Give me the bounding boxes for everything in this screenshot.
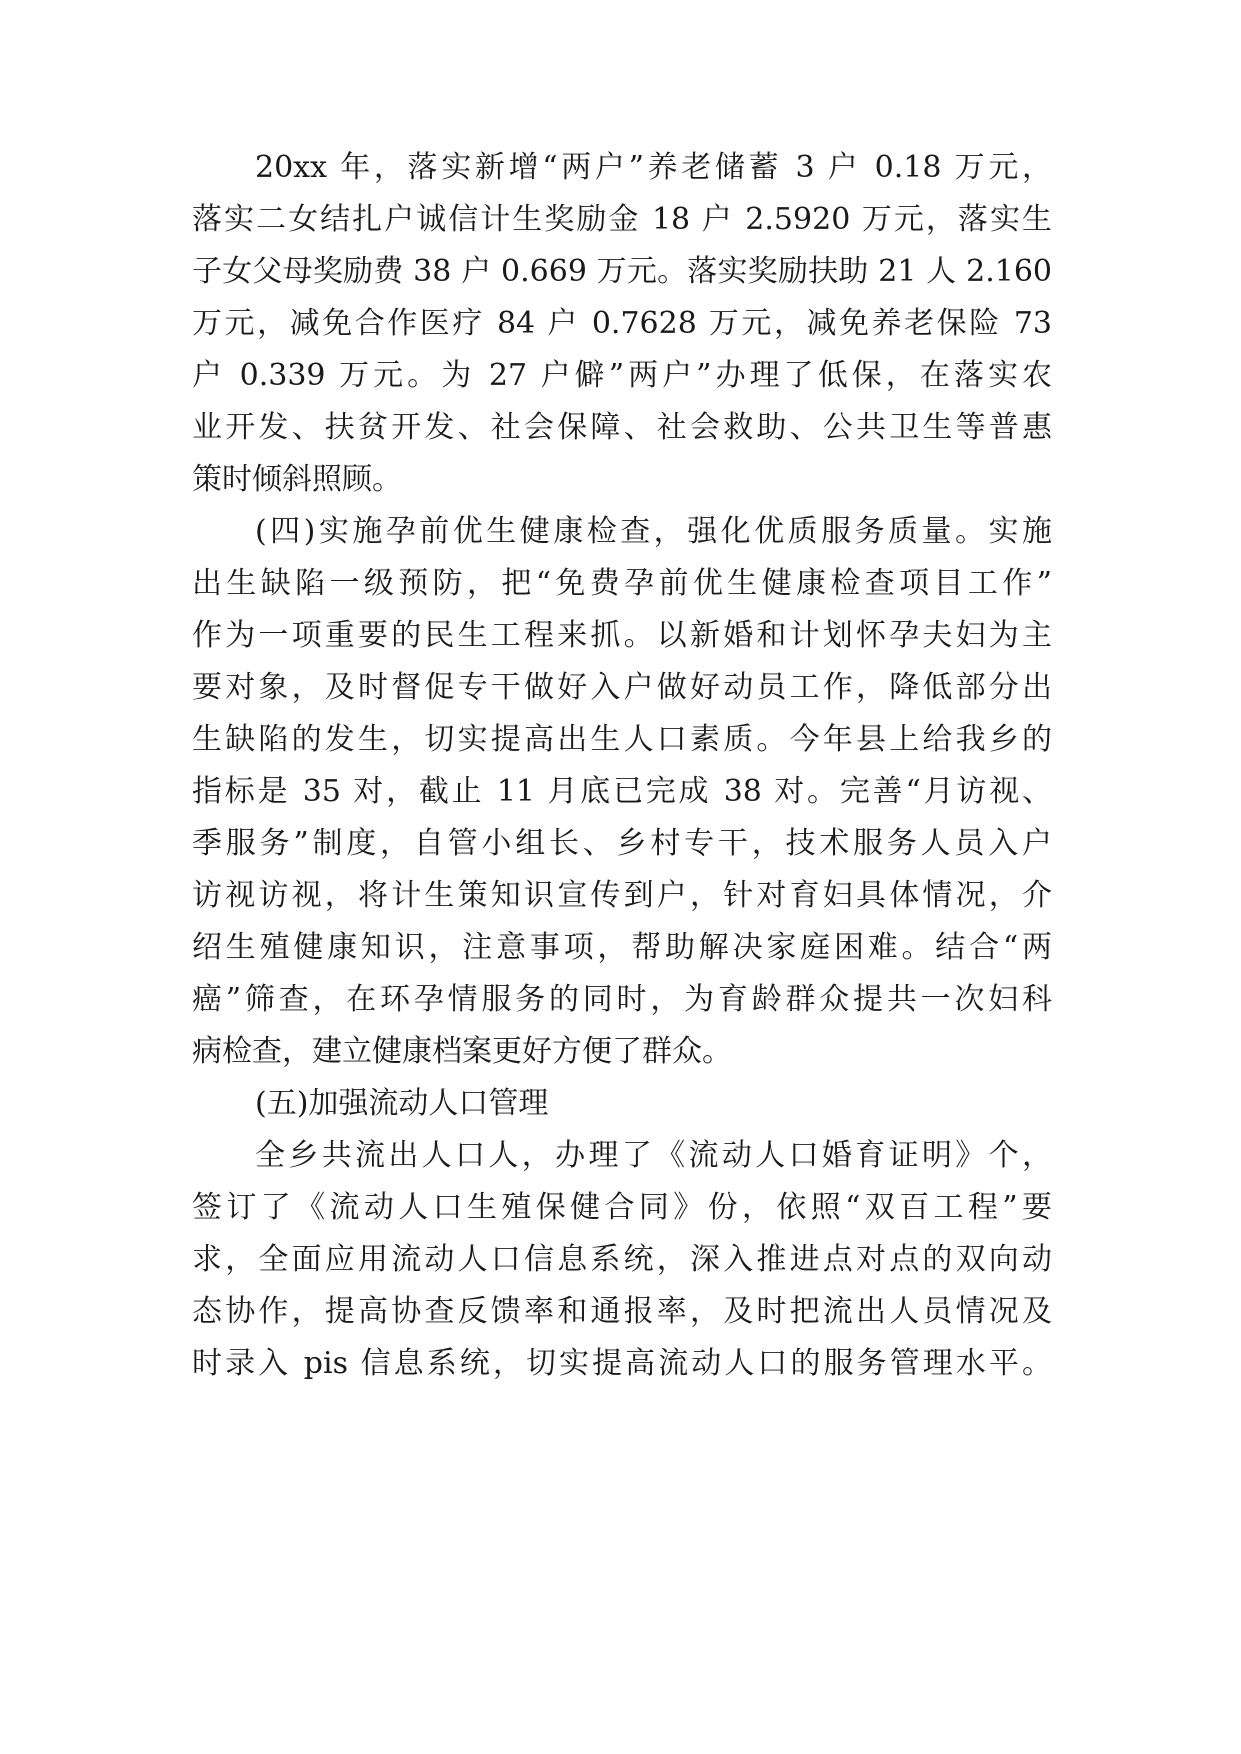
paragraph-line: 出生缺陷一级预防，把“免费孕前优生健康检查项目工作” (192, 566, 1052, 601)
section-heading-line: (四)实施孕前优生健康检查，强化优质服务质量。实施 (255, 514, 1052, 549)
paragraph-line: 癌”筛查，在环孕情服务的同时，为育龄群众提共一次妇科 (192, 982, 1052, 1017)
paragraph-line: 季服务”制度，自管小组长、乡村专干，技术服务人员入户 (192, 826, 1052, 861)
paragraph-line: 万元，减免合作医疗 84 户 0.7628 万元，减免养老保险 73 (192, 306, 1052, 341)
paragraph-line: 落实二女结扎户诚信计生奖励金 18 户 2.5920 万元，落实生 (192, 202, 1052, 237)
paragraph-line: 策时倾斜照顾。 (192, 462, 402, 497)
paragraph-line: 作为一项重要的民生工程来抓。以新婚和计划怀孕夫妇为主 (192, 618, 1052, 653)
paragraph-line: 生缺陷的发生，切实提高出生人口素质。今年县上给我乡的 (192, 722, 1052, 757)
paragraph-line: 态协作，提高协查反馈率和通报率，及时把流出人员情况及 (192, 1294, 1052, 1329)
paragraph-line: 病检查，建立健康档案更好方便了群众。 (192, 1034, 732, 1069)
paragraph-line: 20xx 年，落实新增“两户”养老储蓄 3 户 0.18 万元， (255, 150, 1052, 185)
paragraph-line: 时录入 pis 信息系统，切实提高流动人口的服务管理水平。 (192, 1346, 1052, 1381)
paragraph-line: 绍生殖健康知识，注意事项，帮助解决家庭困难。结合“两 (192, 930, 1052, 965)
paragraph-line: 求，全面应用流动人口信息系统，深入推进点对点的双向动 (192, 1242, 1052, 1277)
paragraph-line: 子女父母奖励费 38 户 0.669 万元。落实奖励扶助 21 人 2.160 (192, 254, 1052, 289)
paragraph-line: 户 0.339 万元。为 27 户僻”两户”办理了低保，在落实农 (192, 358, 1052, 393)
paragraph-line: 全乡共流出人口人，办理了《流动人口婚育证明》个， (255, 1138, 1052, 1173)
paragraph-line: 指标是 35 对，截止 11 月底已完成 38 对。完善“月访视、 (192, 774, 1052, 809)
paragraph-line: 签订了《流动人口生殖保健合同》份，依照“双百工程”要 (192, 1190, 1052, 1225)
section-heading-line: (五)加强流动人口管理 (255, 1086, 549, 1121)
paragraph-line: 要对象，及时督促专干做好入户做好动员工作，降低部分出 (192, 670, 1052, 705)
paragraph-line: 访视访视，将计生策知识宣传到户，针对育妇具体情况，介 (192, 878, 1052, 913)
paragraph-line: 业开发、扶贫开发、社会保障、社会救助、公共卫生等普惠 (192, 410, 1052, 445)
